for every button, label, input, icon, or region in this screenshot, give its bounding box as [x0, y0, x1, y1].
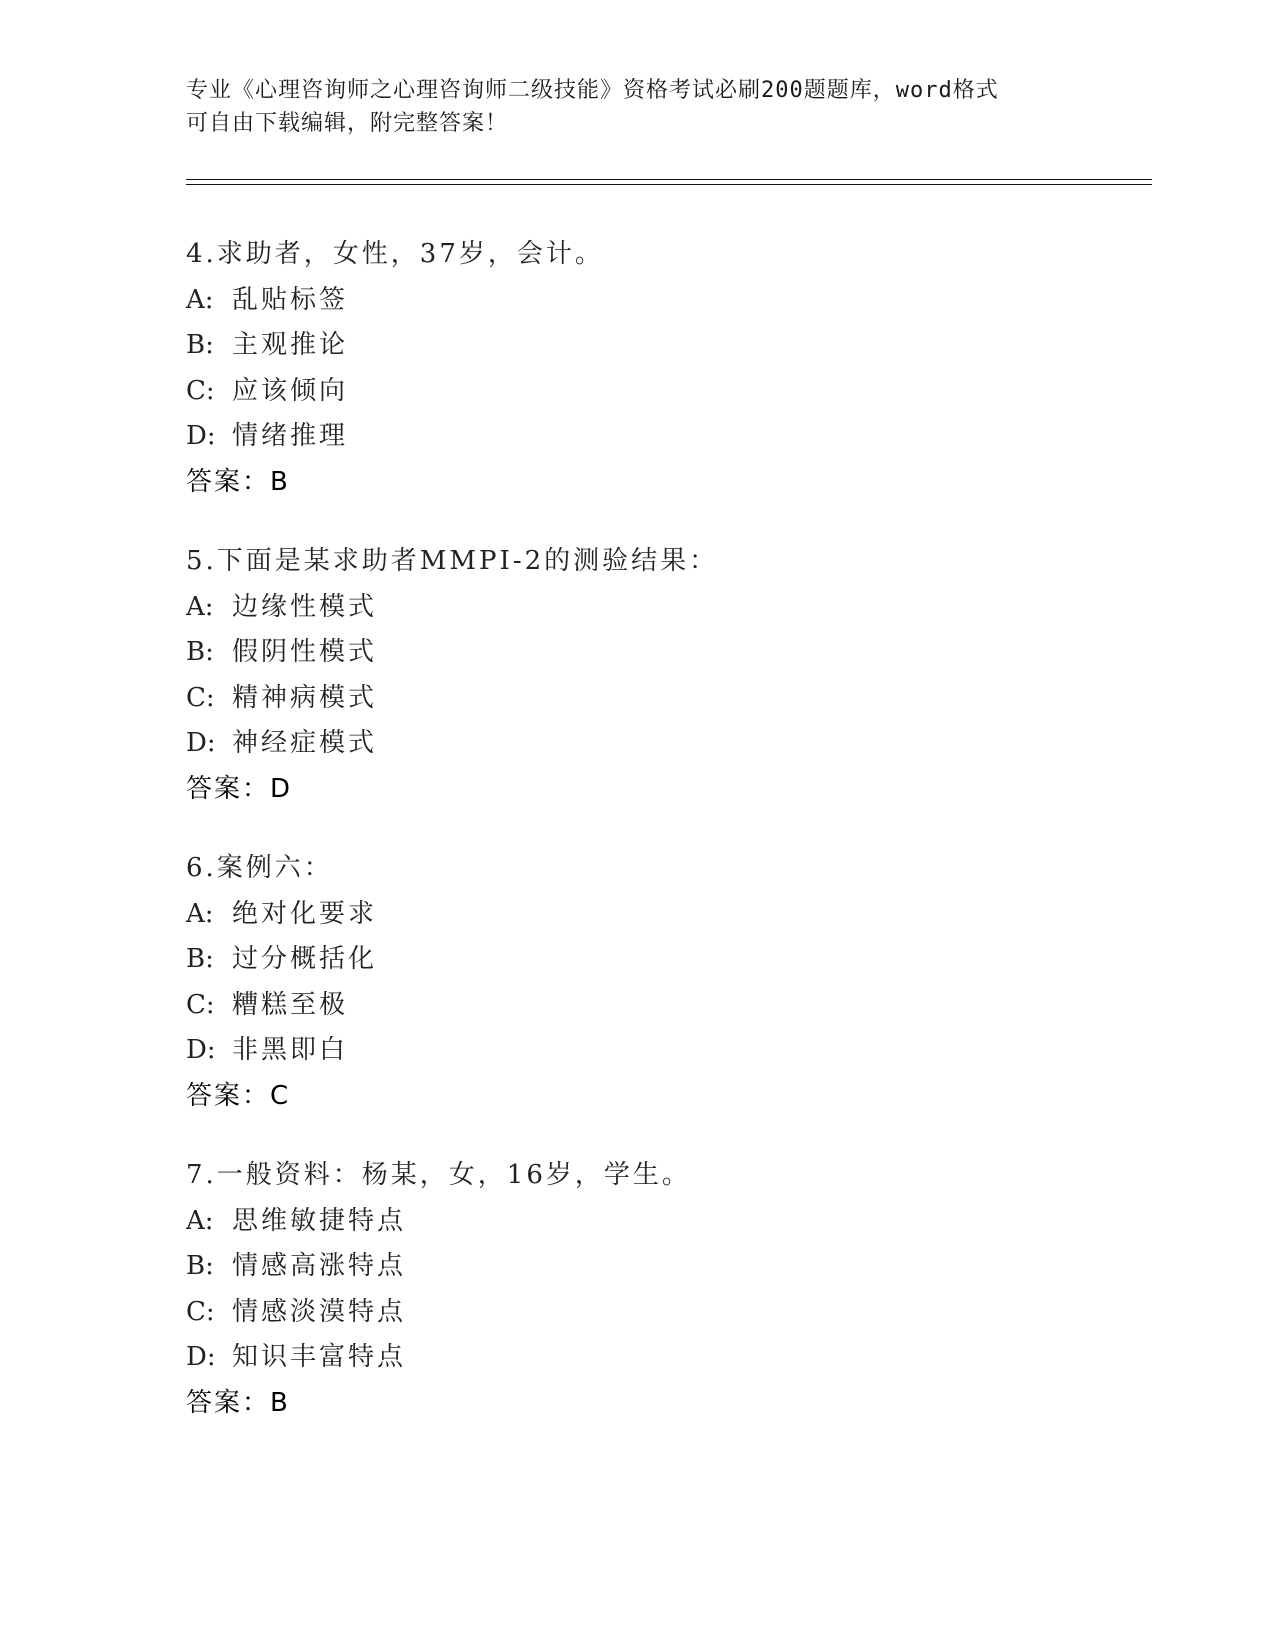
question-stem: 6.案例六：	[186, 853, 333, 883]
option-key: C:	[186, 989, 215, 1020]
header-divider-top	[186, 179, 1152, 180]
option-key: C:	[186, 682, 215, 713]
option-key: B:	[186, 330, 214, 360]
option-b	[186, 630, 1146, 676]
option-c	[186, 676, 1146, 722]
option-key: D:	[186, 1342, 216, 1372]
option-text: 应该倾向	[232, 375, 349, 406]
option-text: 知识丰富特点	[232, 1342, 407, 1372]
question-item	[186, 539, 1146, 812]
question-item	[186, 1153, 1146, 1426]
option-text: 糟糕至极	[232, 989, 349, 1020]
option-c	[186, 1290, 1146, 1336]
header-title-line-2: 可自由下载编辑，附完整答案！	[186, 111, 509, 136]
option-d	[186, 721, 1146, 767]
option-key: B:	[186, 944, 214, 974]
option-c	[186, 369, 1146, 415]
option-text: 主观推论	[232, 330, 349, 360]
option-text: 过分概括化	[232, 944, 378, 974]
option-text: 情感淡漠特点	[232, 1296, 407, 1327]
header-title-line-1: 专业《心理咨询师之心理咨询师二级技能》资格考试必刷200题题库，word格式	[186, 78, 999, 103]
question-stem: 7.一般资料：杨某，女，16岁，学生。	[186, 1160, 691, 1190]
answer-line: 答案：D	[186, 773, 293, 804]
option-key: D:	[186, 1035, 216, 1065]
document-header	[186, 74, 1086, 140]
option-text: 情感高涨特点	[232, 1251, 407, 1281]
option-key: A:	[186, 1205, 214, 1236]
header-divider-bottom	[186, 184, 1152, 185]
option-b	[186, 1244, 1146, 1290]
question-stem: 4.求助者，女性，37岁，会计。	[186, 239, 604, 269]
option-text: 神经症模式	[232, 728, 378, 758]
answer-line: 答案：B	[186, 466, 290, 497]
question-item	[186, 846, 1146, 1119]
option-key: D:	[186, 728, 216, 758]
option-key: A:	[186, 898, 214, 929]
option-key: A:	[186, 284, 214, 315]
question-stem: 5.下面是某求助者MMPI-2的测验结果：	[186, 546, 719, 576]
option-text: 边缘性模式	[232, 591, 378, 622]
option-key: C:	[186, 1296, 215, 1327]
option-c	[186, 983, 1146, 1029]
answer-line: 答案：B	[186, 1387, 290, 1418]
option-a	[186, 278, 1146, 324]
option-d	[186, 1335, 1146, 1381]
option-text: 非黑即白	[232, 1035, 349, 1065]
question-list	[186, 232, 1146, 1460]
option-text: 情绪推理	[232, 421, 349, 451]
option-a	[186, 1199, 1146, 1245]
option-b	[186, 323, 1146, 369]
option-text: 精神病模式	[232, 682, 378, 713]
option-key: B:	[186, 1251, 214, 1281]
option-a	[186, 892, 1146, 938]
option-d	[186, 1028, 1146, 1074]
option-key: C:	[186, 375, 215, 406]
option-key: B:	[186, 637, 214, 667]
option-text: 思维敏捷特点	[232, 1205, 407, 1236]
option-text: 绝对化要求	[232, 898, 378, 929]
option-key: A:	[186, 591, 214, 622]
answer-line: 答案：C	[186, 1080, 291, 1111]
question-item	[186, 232, 1146, 505]
option-text: 乱贴标签	[232, 284, 349, 315]
option-b	[186, 937, 1146, 983]
option-a	[186, 585, 1146, 631]
option-key: D:	[186, 421, 216, 451]
option-d	[186, 414, 1146, 460]
option-text: 假阴性模式	[232, 637, 378, 667]
